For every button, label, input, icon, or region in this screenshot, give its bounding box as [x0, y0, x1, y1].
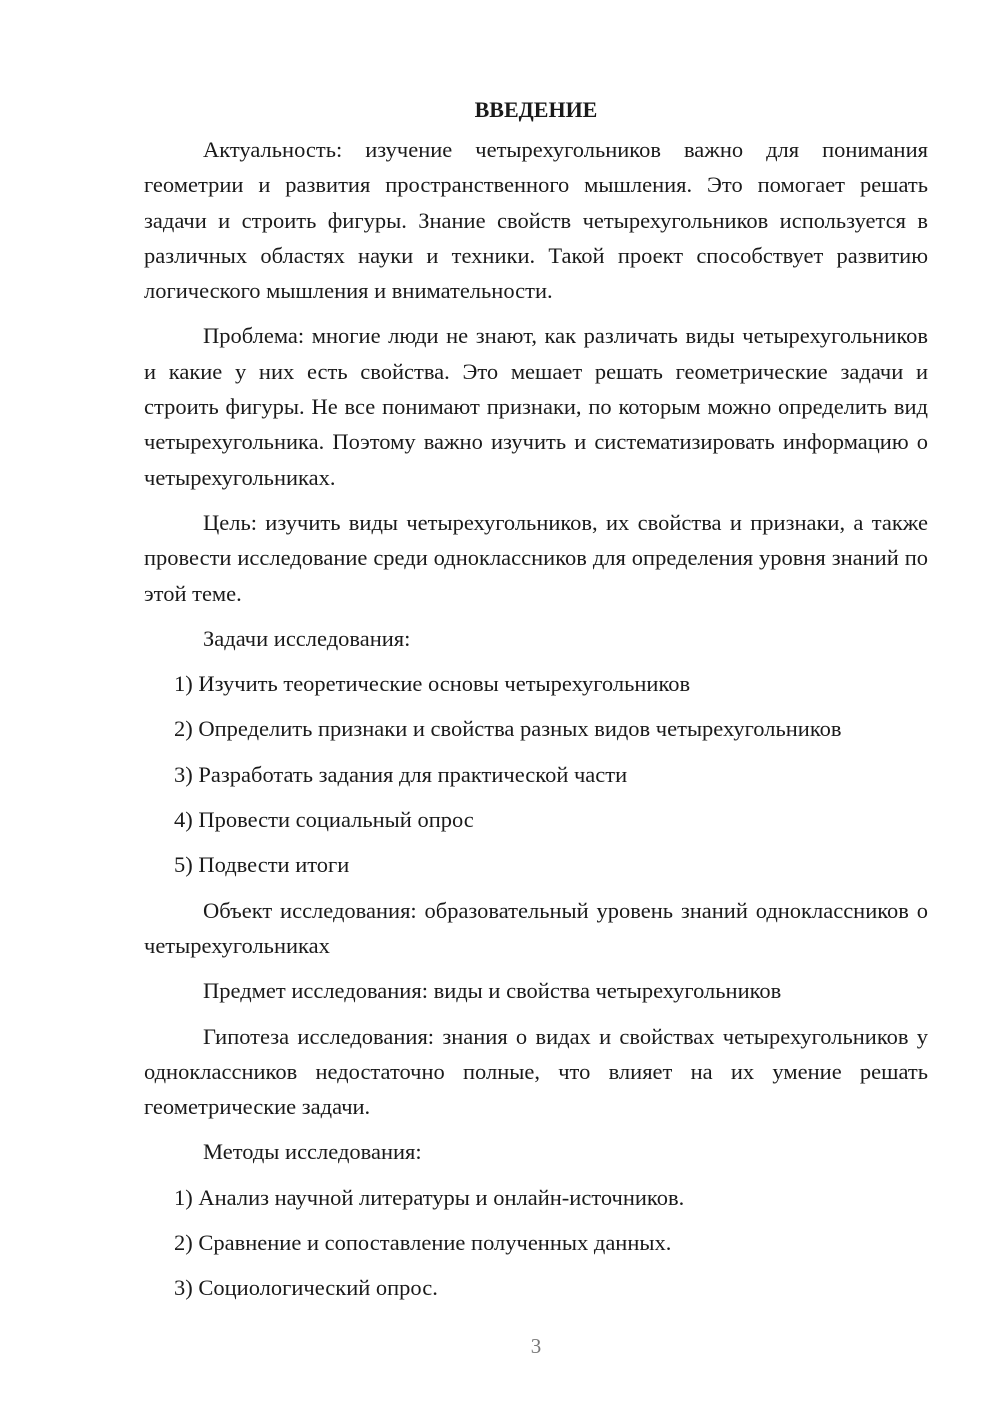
relevance-paragraph: Актуальность: изучение четырехугольников важно для понимания геометрии и развития пространственного мышления. Это помогает решать задачи и строить фигуры. Знание свойств четырехугольников используется в различных областях науки и техники. Такой проект способствует развитию логического мышления и внимательности.	[144, 137, 928, 304]
methods-list	[144, 1180, 928, 1306]
list-item: 3) Социологический опрос.	[174, 1275, 438, 1301]
list-item: 5) Подвести итоги	[174, 852, 350, 878]
list-item: 2) Определить признаки и свойства разных видов четырехугольников	[174, 716, 842, 742]
hypothesis-paragraph: Гипотеза исследования: знания о видах и свойствах четырехугольников у одноклассников недостаточно полные, что влияет на их умение решать геометрические задачи.	[144, 1023, 928, 1120]
list-item: 2) Сравнение и сопоставление полученных данных.	[174, 1230, 672, 1256]
object-paragraph: Объект исследования: образовательный уровень знаний одноклассников о четырехугольниках	[144, 897, 928, 958]
methods-heading: Методы исследования:	[203, 1139, 422, 1165]
list-item: 1) Изучить теоретические основы четырехугольников	[174, 671, 691, 697]
problem-paragraph: Проблема: многие люди не знают, как различать виды четырехугольников и какие у них есть свойства. Это мешает решать геометрические задачи и строить фигуры. Не все понимают признаки, по которым можно определить вид четырехугольника. Поэтому важно изучить и систематизировать информацию о четырехугольниках.	[144, 323, 928, 490]
page-title: ВВЕДЕНИЕ	[474, 97, 598, 122]
document-page	[144, 92, 928, 1316]
tasks-list	[144, 666, 928, 882]
tasks-heading: Задачи исследования:	[203, 625, 411, 651]
page-number: 3	[530, 1334, 542, 1358]
subject-paragraph: Предмет исследования: виды и свойства четырехугольников	[203, 978, 782, 1004]
list-item: 3) Разработать задания для практической части	[174, 761, 628, 787]
list-item: 4) Провести социальный опрос	[174, 807, 474, 833]
goal-paragraph: Цель: изучить виды четырехугольников, их свойства и признаки, а также провести исследование среди одноклассников для определения уровня знаний по этой теме.	[144, 509, 928, 606]
list-item: 1) Анализ научной литературы и онлайн-источников.	[174, 1184, 685, 1210]
